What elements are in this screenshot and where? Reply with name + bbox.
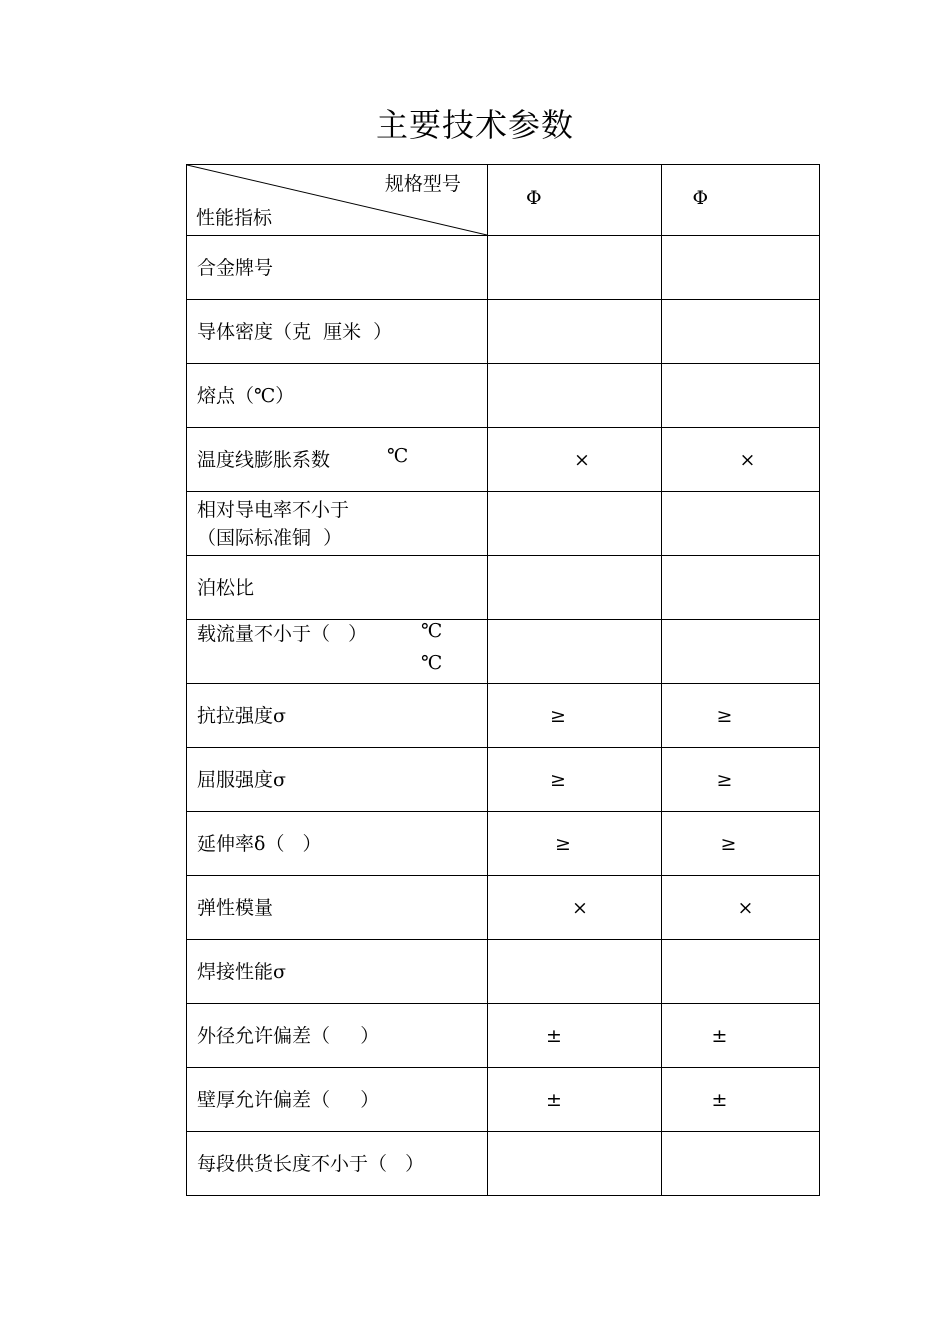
header-row xyxy=(187,165,820,236)
row-label: 弹性模量 xyxy=(187,876,488,940)
table-row xyxy=(187,236,820,300)
row-value-a xyxy=(487,236,662,300)
diagonal-header-cell xyxy=(187,165,488,236)
row-value-a xyxy=(487,1132,662,1196)
performance-index-label: 性能指标 xyxy=(196,207,273,229)
row-label: 载流量不小于（ ） ℃ ℃ xyxy=(187,620,488,684)
row-label: 熔点（℃） xyxy=(187,364,488,428)
row-value-b xyxy=(662,620,820,684)
row-value-b: ≥ xyxy=(662,748,820,812)
row-label: 每段供货长度不小于（ ） xyxy=(187,1132,488,1196)
spec-table xyxy=(186,164,820,1196)
table-row xyxy=(187,1068,820,1132)
row-value-b: ≥ xyxy=(662,684,820,748)
row-value-b: ≥ xyxy=(662,812,820,876)
table-row xyxy=(187,940,820,1004)
row-label: 导体密度（克 厘米 ） xyxy=(187,300,488,364)
header-col-b-text: Φ xyxy=(692,187,709,209)
row-label: 外径允许偏差（ ） xyxy=(187,1004,488,1068)
header-col-a-text: Φ xyxy=(525,187,542,209)
row-value-b xyxy=(662,300,820,364)
table-row xyxy=(187,748,820,812)
row-value-b: ± xyxy=(662,1068,820,1132)
row-value-b xyxy=(662,492,820,556)
table-row xyxy=(187,620,820,684)
header-col-a xyxy=(487,165,662,236)
row-value-b xyxy=(662,556,820,620)
row-label: 抗拉强度σ xyxy=(187,684,488,748)
row-value-a: ± xyxy=(487,1004,662,1068)
row-value-a: × xyxy=(487,876,662,940)
row-value-b: ± xyxy=(662,1004,820,1068)
table-row xyxy=(187,876,820,940)
row-value-a: ≥ xyxy=(487,812,662,876)
row-value-a xyxy=(487,940,662,1004)
row-value-b: × xyxy=(662,876,820,940)
row-value-a: ≥ xyxy=(487,748,662,812)
row-label: 延伸率δ（ ） xyxy=(187,812,488,876)
row-value-b xyxy=(662,236,820,300)
row-label: 泊松比 xyxy=(187,556,488,620)
table-row xyxy=(187,1004,820,1068)
table-row xyxy=(187,556,820,620)
row-unit-1: ℃ xyxy=(421,620,443,642)
row-unit: ℃ xyxy=(387,445,409,467)
page-title: 主要技术参数 xyxy=(375,106,574,144)
row-label: 屈服强度σ xyxy=(187,748,488,812)
table-row xyxy=(187,364,820,428)
row-unit-2: ℃ xyxy=(421,652,443,674)
row-value-b xyxy=(662,1132,820,1196)
row-label: 相对导电率不小于 （国际标准铜 ） xyxy=(187,492,488,556)
row-value-a: ± xyxy=(487,1068,662,1132)
row-value-a: ≥ xyxy=(487,684,662,748)
row-value-a xyxy=(487,492,662,556)
row-label: 壁厚允许偏差（ ） xyxy=(187,1068,488,1132)
row-value-a xyxy=(487,300,662,364)
row-label: 焊接性能σ xyxy=(187,940,488,1004)
table-row xyxy=(187,300,820,364)
table-row xyxy=(187,492,820,556)
row-label: 温度线膨胀系数 ℃ xyxy=(187,428,488,492)
row-value-b xyxy=(662,940,820,1004)
row-label: 合金牌号 xyxy=(187,236,488,300)
table-row xyxy=(187,1132,820,1196)
row-value-a: × xyxy=(487,428,662,492)
table-row xyxy=(187,684,820,748)
row-value-a xyxy=(487,556,662,620)
row-value-b xyxy=(662,364,820,428)
row-value-b: × xyxy=(662,428,820,492)
spec-model-label: 规格型号 xyxy=(384,173,461,195)
row-value-a xyxy=(487,364,662,428)
row-value-a xyxy=(487,620,662,684)
header-col-b xyxy=(662,165,820,236)
table-row xyxy=(187,428,820,492)
table-row xyxy=(187,812,820,876)
